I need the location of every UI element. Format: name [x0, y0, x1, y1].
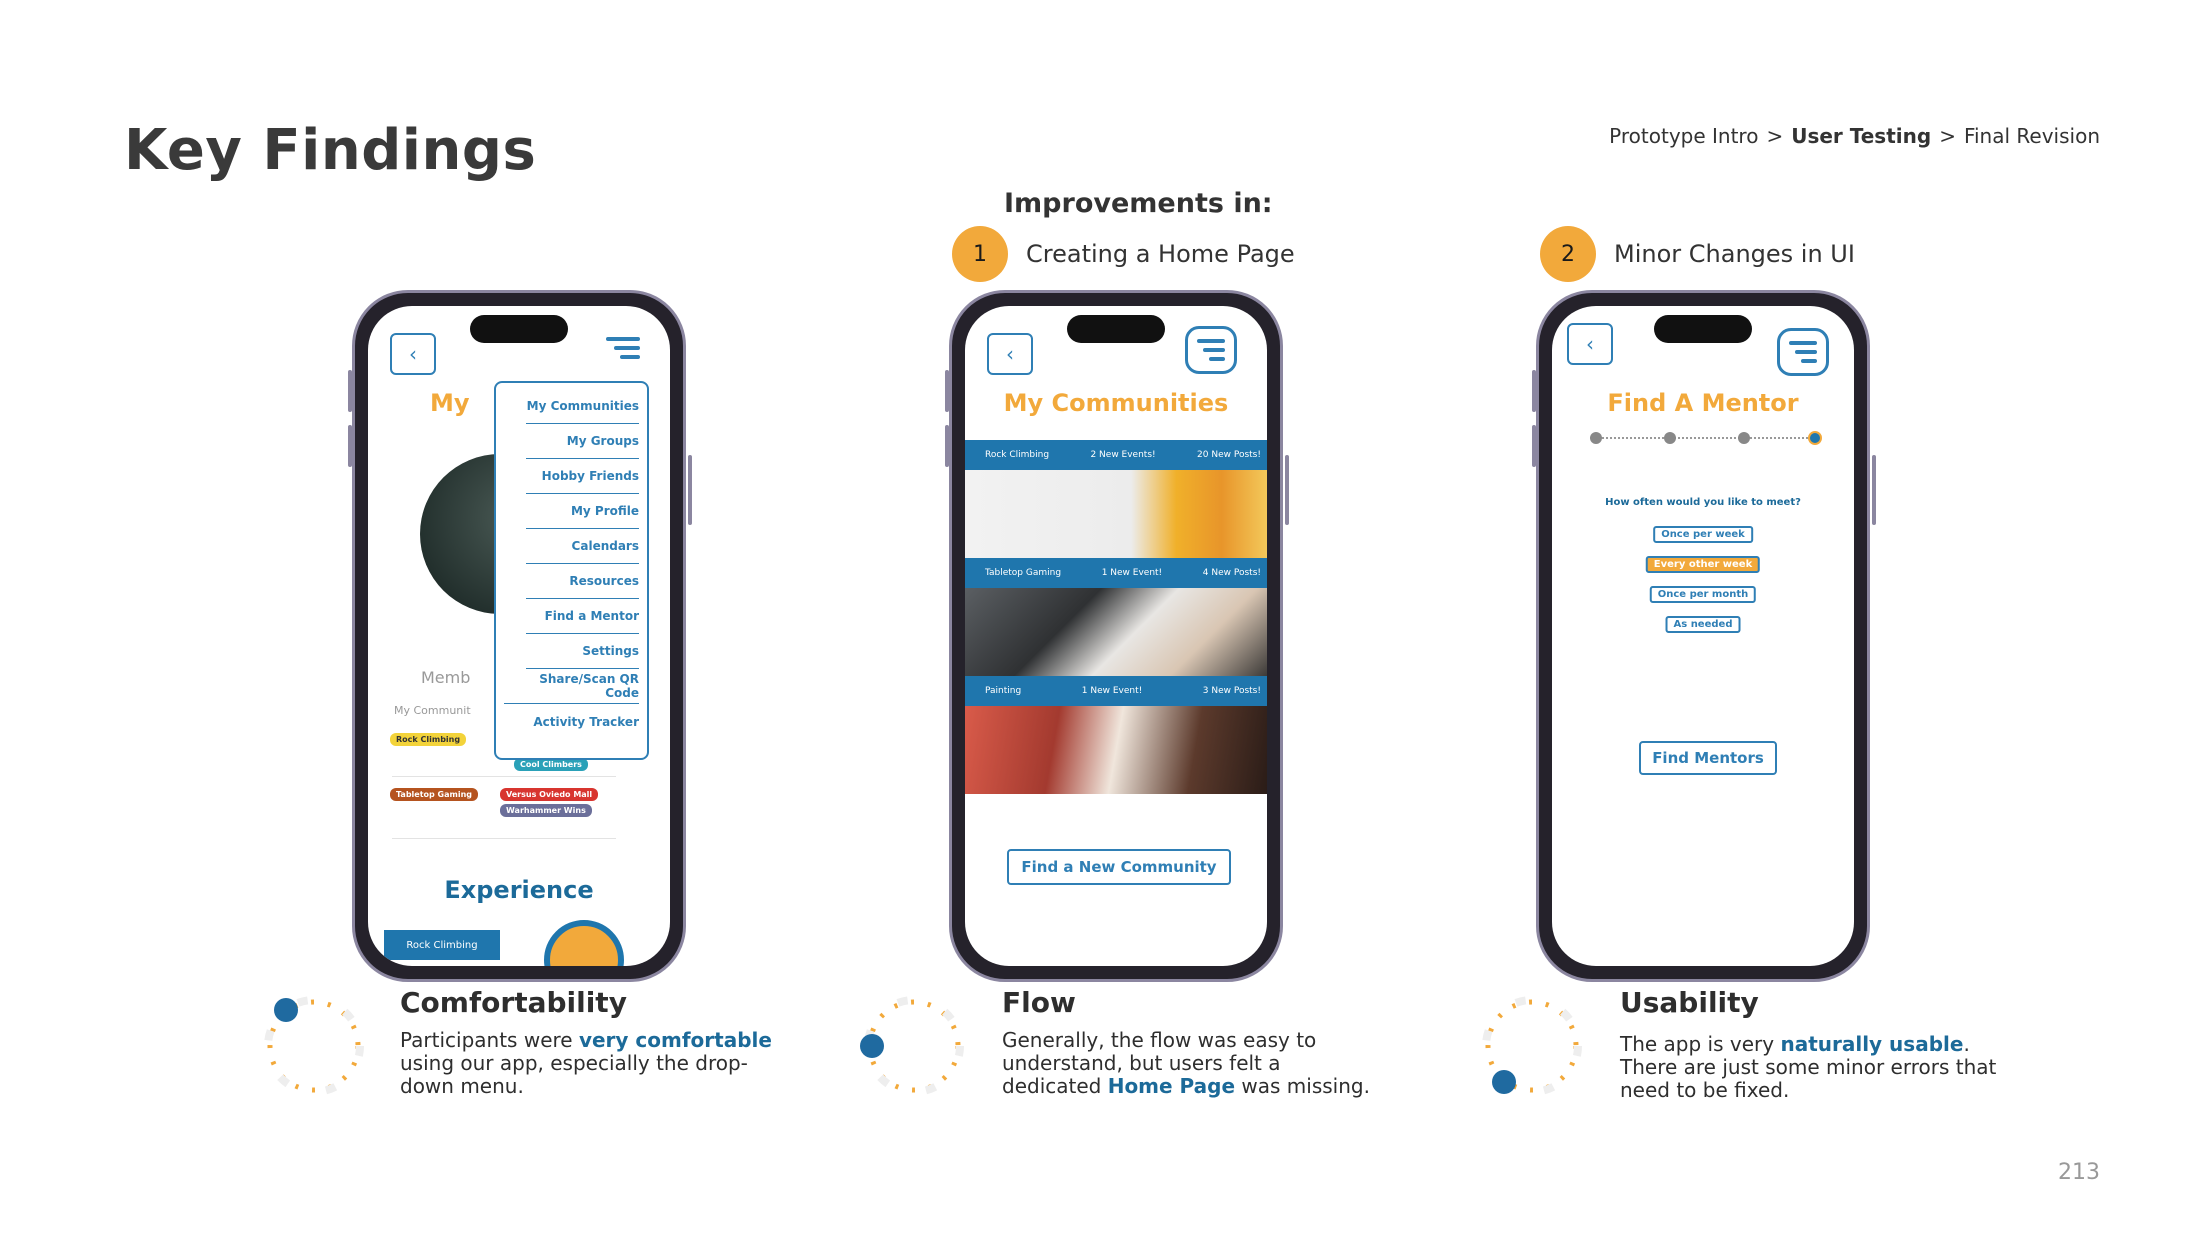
finding-text [400, 1029, 780, 1098]
menu-button[interactable] [1777, 328, 1829, 376]
progress-stepper [1590, 432, 1820, 444]
screen-title-partial: My [430, 389, 470, 417]
menu-item-hobby-friends[interactable]: Hobby Friends [526, 459, 639, 494]
screen-title: Find A Mentor [1607, 389, 1799, 417]
communities-label-partial: My Communit [394, 704, 471, 717]
menu-line-icon [614, 346, 640, 350]
find-mentors-button[interactable]: Find Mentors [1639, 741, 1777, 775]
menu-line-icon [1795, 350, 1817, 354]
back-button[interactable] [390, 333, 436, 375]
finding-title: Usability [1620, 986, 1759, 1019]
progress-track [1595, 437, 1815, 439]
menu-line-icon [1203, 348, 1225, 352]
menu-item-resources[interactable]: Resources [526, 564, 639, 599]
community-bar [965, 676, 1267, 706]
breadcrumb-item-prototype-intro[interactable]: Prototype Intro [1609, 124, 1759, 148]
experience-heading: Experience [444, 876, 594, 904]
experience-gauge [544, 920, 624, 966]
finding-highlight: very comfortable [578, 1028, 772, 1052]
dotted-ring-decoration [258, 990, 370, 1102]
phone-side-button [1285, 455, 1289, 525]
menu-item-activity-tracker[interactable]: Activity Tracker [533, 714, 639, 729]
breadcrumb-separator: > [1766, 124, 1784, 148]
phone-screen [1552, 306, 1854, 966]
community-name: Painting [985, 686, 1022, 696]
progress-step-2 [1664, 432, 1676, 444]
community-events: 1 New Event! [1101, 568, 1163, 578]
finding-title: Flow [1002, 986, 1076, 1019]
finding-flow [1002, 986, 1382, 1098]
menu-item-share-scan-qr-code[interactable]: Share/Scan QR Code [504, 669, 639, 704]
menu-item-settings[interactable]: Settings [526, 634, 639, 669]
finding-highlight: naturally usable [1780, 1032, 1964, 1056]
community-events: 2 New Events! [1090, 450, 1156, 460]
dotted-ring-decoration [1476, 990, 1588, 1102]
finding-highlight: Home Page [1107, 1074, 1236, 1098]
chevron-left-icon: ‹ [1006, 342, 1014, 366]
improvement-label: Creating a Home Page [1026, 240, 1295, 268]
member-label-partial: Memb [421, 668, 471, 687]
phone-mockup-2 [949, 290, 1283, 982]
page-title: Key Findings [124, 118, 537, 183]
menu-line-icon [606, 337, 640, 341]
community-card-painting[interactable] [965, 676, 1267, 794]
screen-title: My Communities [1003, 389, 1229, 417]
menu-line-icon [1789, 341, 1817, 345]
finding-usability [1620, 986, 2000, 1102]
tag-cool-climbers[interactable]: Cool Climbers [514, 758, 588, 771]
menu-line-icon [1197, 339, 1225, 343]
menu-line-icon [620, 355, 640, 359]
dotted-ring-icon [1476, 990, 1588, 1102]
finding-text [1002, 1029, 1382, 1098]
find-new-community-button[interactable]: Find a New Community [1007, 849, 1231, 885]
menu-item-my-groups[interactable]: My Groups [526, 424, 639, 459]
finding-text-part: . There are just some minor errors that need to be fixed. [1620, 1032, 1997, 1102]
menu-item-find-a-mentor[interactable]: Find a Mentor [526, 599, 639, 634]
menu-item-my-profile[interactable]: My Profile [526, 494, 639, 529]
menu-item-my-communities[interactable]: My Communities [526, 389, 639, 424]
finding-text-part: The app is very [1620, 1032, 1781, 1056]
dynamic-island [470, 315, 568, 343]
breadcrumb-item-user-testing[interactable]: User Testing [1791, 124, 1932, 148]
community-posts: 3 New Posts! [1202, 686, 1261, 696]
community-photo [965, 588, 1267, 676]
number-badge: 1 [952, 226, 1008, 282]
improvement-item-2 [1540, 226, 1855, 282]
finding-title: Comfortability [400, 986, 627, 1019]
breadcrumb-separator: > [1939, 124, 1956, 148]
phone-screen [368, 306, 670, 966]
community-posts: 20 New Posts! [1197, 450, 1261, 460]
dropdown-menu [494, 381, 649, 760]
community-bar [965, 558, 1267, 588]
experience-tab[interactable]: Rock Climbing [384, 930, 500, 960]
question-text: How often would you like to meet? [1605, 497, 1801, 508]
finding-text [1620, 1033, 2000, 1102]
dotted-ring-icon [858, 990, 970, 1102]
dynamic-island [1654, 315, 1752, 343]
finding-text-part: Participants were [400, 1028, 579, 1052]
phone-screen [965, 306, 1267, 966]
menu-button[interactable] [1185, 326, 1237, 374]
dotted-ring-decoration [858, 990, 970, 1102]
menu-button[interactable] [600, 328, 640, 368]
tag-versus-oviedo-mall[interactable]: Versus Oviedo Mall [500, 788, 598, 801]
community-posts: 4 New Posts! [1202, 568, 1261, 578]
tag-tabletop-gaming[interactable]: Tabletop Gaming [390, 788, 478, 801]
page-number: 213 [2058, 1160, 2100, 1185]
community-events: 1 New Event! [1081, 686, 1143, 696]
divider [392, 838, 616, 839]
back-button[interactable] [987, 333, 1033, 375]
improvement-item-1 [952, 226, 1295, 282]
community-name: Rock Climbing [985, 450, 1050, 460]
improvements-heading: Improvements in: [1004, 188, 1273, 219]
dynamic-island [1067, 315, 1165, 343]
phone-mockup-1 [352, 290, 686, 982]
progress-step-4-current [1808, 431, 1822, 445]
phone-side-button [1872, 455, 1876, 525]
menu-line-icon [1209, 357, 1225, 361]
back-button[interactable] [1567, 323, 1613, 365]
progress-step-3 [1738, 432, 1750, 444]
chevron-left-icon: ‹ [1586, 332, 1594, 356]
phone-side-button [688, 455, 692, 525]
number-badge: 2 [1540, 226, 1596, 282]
finding-text-part: was missing. [1235, 1074, 1370, 1098]
community-name: Tabletop Gaming [985, 568, 1062, 578]
tag-rock-climbing[interactable]: Rock Climbing [390, 733, 466, 746]
finding-comfortability [400, 986, 780, 1098]
divider [392, 776, 616, 777]
finding-text-part: using our app, especially the drop-down menu. [400, 1051, 748, 1098]
community-bar [965, 440, 1267, 470]
menu-line-icon [1801, 359, 1817, 363]
progress-step-1 [1590, 432, 1602, 444]
improvement-label: Minor Changes in UI [1614, 240, 1855, 268]
breadcrumb [1609, 124, 2100, 148]
phone-mockup-3 [1536, 290, 1870, 982]
option-once-per-month[interactable]: Once per month [1650, 586, 1756, 603]
tag-warhammer-wins[interactable]: Warhammer Wins [500, 804, 592, 817]
community-photo [965, 706, 1267, 794]
menu-item-calendars[interactable]: Calendars [526, 529, 639, 564]
chevron-left-icon: ‹ [409, 342, 417, 366]
community-card-tabletop-gaming[interactable] [965, 558, 1267, 676]
option-as-needed[interactable]: As needed [1666, 616, 1741, 633]
community-card-rock-climbing[interactable] [965, 440, 1267, 558]
option-once-per-week[interactable]: Once per week [1653, 526, 1753, 543]
community-photo [965, 470, 1267, 558]
option-every-other-week-selected[interactable]: Every other week [1646, 556, 1760, 573]
breadcrumb-item-final-revision[interactable]: Final Revision [1963, 124, 2100, 148]
dotted-ring-icon [258, 990, 370, 1102]
finding-text-part: Generally, the flow was easy to understand, but users felt a dedicated [1002, 1028, 1317, 1098]
